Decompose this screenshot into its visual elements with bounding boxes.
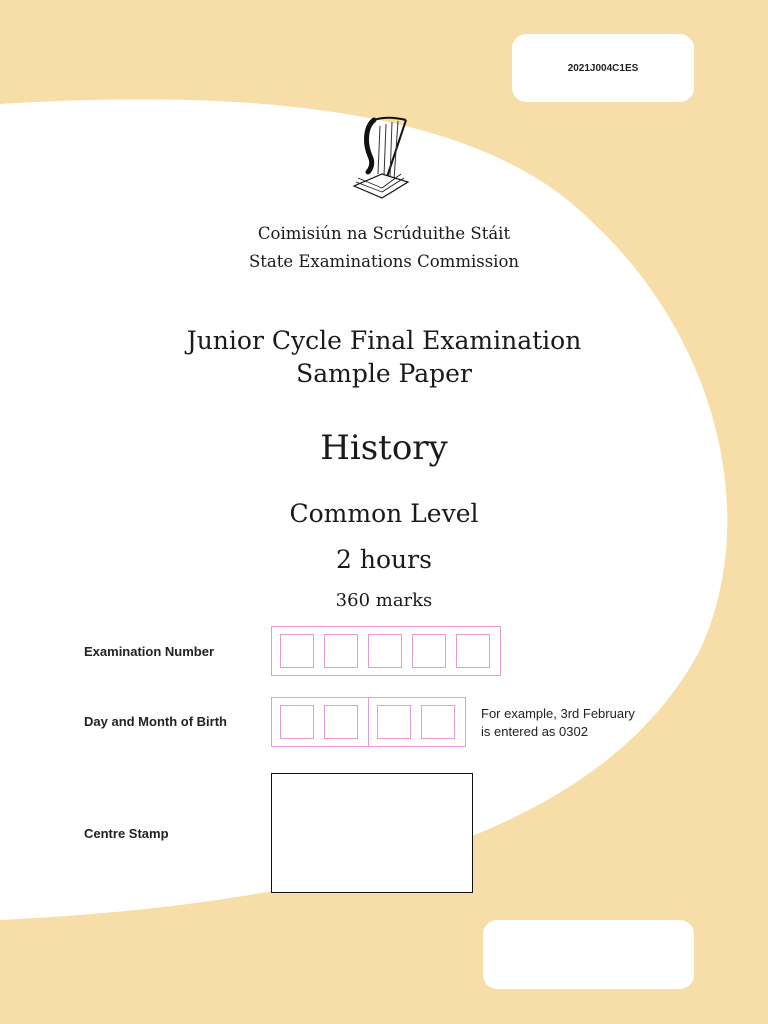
dob-example-line1: For example, 3rd February	[481, 706, 635, 721]
subject-title: History	[320, 428, 448, 468]
exam-level: Common Level	[289, 499, 479, 528]
commission-name-irish: Coimisiún na Scrúduithe Stáit	[257, 224, 511, 243]
exam-duration: 2 hours	[336, 545, 432, 574]
dob-day-field[interactable]	[271, 697, 369, 747]
dob-month-digit[interactable]	[421, 705, 455, 739]
commission-name-english: State Examinations Commission	[248, 252, 520, 271]
dob-example-text	[481, 705, 635, 741]
bottom-panel	[483, 920, 694, 989]
exam-number-digit[interactable]	[324, 634, 358, 668]
dob-example-line2: is entered as 0302	[481, 724, 588, 739]
exam-number-digit[interactable]	[280, 634, 314, 668]
exam-number-digit[interactable]	[456, 634, 490, 668]
exam-number-field[interactable]	[271, 626, 501, 676]
dob-month-field[interactable]	[368, 697, 466, 747]
dob-month-digit[interactable]	[377, 705, 411, 739]
exam-number-digit[interactable]	[412, 634, 446, 668]
centre-stamp-label: Centre Stamp	[84, 826, 169, 841]
harp-icon	[346, 112, 422, 202]
paper-code: 2021J004C1ES	[567, 62, 639, 74]
dob-day-digit[interactable]	[280, 705, 314, 739]
exam-number-label: Examination Number	[84, 644, 215, 659]
exam-title: Junior Cycle Final Examination	[186, 326, 582, 355]
centre-stamp-box	[271, 773, 473, 893]
dob-day-digit[interactable]	[324, 705, 358, 739]
exam-number-digit[interactable]	[368, 634, 402, 668]
dob-label: Day and Month of Birth	[84, 714, 227, 729]
paper-code-box	[512, 34, 694, 102]
exam-marks: 360 marks	[335, 590, 433, 611]
exam-subtitle: Sample Paper	[296, 359, 472, 388]
